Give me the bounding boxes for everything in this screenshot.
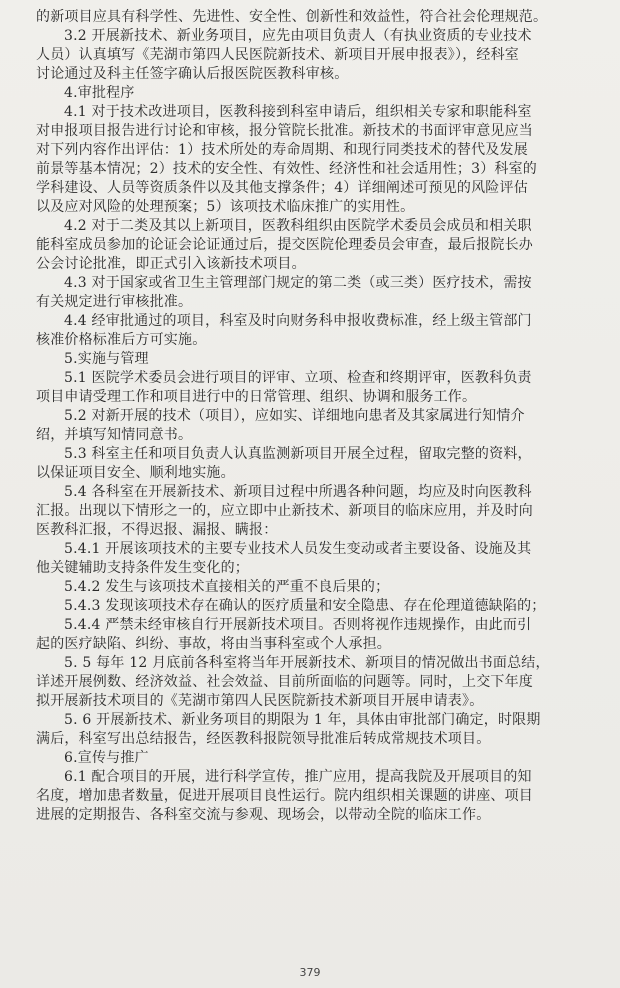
text-line: 4.3 对于国家或省卫生主管理部门规定的第二类（或三类）医疗技术，需按 (64, 275, 532, 291)
text-line: 5.3 科室主任和项目负责人认真监测新项目开展全过程，留取完整的资料， (64, 446, 532, 462)
text-line: 名度，增加患者数量，促进开展项目良性运行。院内组织相关课题的讲座、项目 (36, 788, 533, 804)
text-line: 讨论通过及科主任签字确认后报医院医教科审核。 (36, 66, 349, 82)
text-line: 项目申请受理工作和项目进行中的日常管理、组织、协调和服务工作。 (36, 389, 477, 405)
text-line: 5.4.4 严禁未经审核自行开展新技术项目。否则将视作违规操作，由此而引 (64, 617, 532, 633)
text-line: 公会讨论批准，即正式引入该新技术项目。 (36, 256, 306, 272)
text-line: 5.2 对新开展的技术（项目），应如实、详细地向患者及其家属进行知情介 (64, 408, 525, 424)
text-line: 绍，并填写知情同意书。 (36, 427, 193, 443)
text-line: 5.4.2 发生与该项技术直接相关的严重不良后果的； (64, 579, 390, 595)
text-line: 3.2 开展新技术、新业务项目，应先由项目负责人（有执业资质的专业技术 (64, 28, 532, 44)
text-line: 拟开展新技术项目的《芜湖市第四人民医院新技术新项目开展申请表》。 (36, 693, 484, 709)
text-line: 详述开展例数、经济效益、社会效益、目前所面临的问题等。同时，上交下年度 (36, 674, 533, 690)
text-line: 5.4 各科室在开展新技术、新项目过程中所遇各种问题，均应及时向医教科 (64, 484, 532, 500)
text-line: 起的医疗缺陷、纠纷、事故，将由当事科室或个人承担。 (36, 636, 391, 652)
text-line: 汇报。出现以下情形之一的，应立即中止新技术、新项目的临床应用，并及时向 (36, 503, 533, 519)
text-line: 人员）认真填写《芜湖市第四人民医院新技术、新项目开展申报表》），经科室 (36, 47, 519, 63)
text-line: 前景等基本情况；2）技术的安全性、有效性、经济性和社会适用性；3）科室的 (36, 161, 538, 177)
text-line: 5.1 医院学术委员会进行项目的评审、立项、检查和终期评审，医教科负责 (64, 370, 532, 386)
text-line: 他关键辅助支持条件发生变化的； (36, 560, 249, 576)
text-line: 有关规定进行审核批准。 (36, 294, 193, 310)
text-line: 以及应对风险的处理预案；5）该项技术临床推广的实用性。 (36, 199, 415, 215)
text-line: 医教科汇报，不得迟报、漏报、瞒报： (36, 522, 278, 538)
text-line: 5. 5 每年 12 月底前各科室将当年开展新技术、新项目的情况做出书面总结， (64, 655, 550, 671)
text-line: 5.4.3 发现该项技术存在确认的医疗质量和安全隐患、存在伦理道德缺陷的； (64, 598, 546, 614)
text-line: 满后，科室写出总结报告，经医教科报院领导批准后转成常规技术项目。 (36, 731, 491, 747)
page-number: 379 (299, 966, 321, 979)
text-line: 4.2 对于二类及其以上新项目，医教科组织由医院学术委员会成员和相关职 (64, 218, 532, 234)
text-line: 4.1 对于技术改进项目，医教科接到科室申请后，组织相关专家和职能科室 (64, 104, 532, 120)
text-line: 学科建设、人员等资质条件以及其他支撑条件；4）详细阐述可预见的风险评估 (36, 180, 528, 196)
text-line: 对申报项目报告进行讨论和审核，报分管院长批准。新技术的书面评审意见应当 (36, 123, 533, 139)
text-line: 5. 6 开展新技术、新业务项目的期限为 1 年，具体由审批部门确定，时限期 (64, 712, 541, 728)
text-block (36, 8, 590, 825)
text-line: 对下列内容作出评估：1）技术所处的寿命周期、和现行同类技术的替代及发展 (36, 142, 528, 158)
text-line: 4.审批程序 (64, 85, 135, 101)
text-line: 4.4 经审批通过的项目，科室及时向财务科申报收费标准，经上级主管部门 (64, 313, 532, 329)
text-line: 5.实施与管理 (64, 351, 149, 367)
text-line: 6.1 配合项目的开展，进行科学宣传，推广应用，提高我院及开展项目的知 (64, 769, 532, 785)
text-line: 能科室成员参加的论证会论证通过后，提交医院伦理委员会审查，最后报院长办 (36, 237, 533, 253)
text-line: 核准价格标准后方可实施。 (36, 332, 207, 348)
text-line: 的新项目应具有科学性、先进性、安全性、创新性和效益性，符合社会伦理规范。 (36, 9, 548, 25)
text-line: 进展的定期报告、各科室交流与参观、现场会，以带动全院的临床工作。 (36, 807, 491, 823)
text-line: 以保证项目安全、顺利地实施。 (36, 465, 235, 481)
text-line: 6.宣传与推广 (64, 750, 149, 766)
text-line: 5.4.1 开展该项技术的主要专业技术人员发生变动或者主要设备、设施及其 (64, 541, 532, 557)
